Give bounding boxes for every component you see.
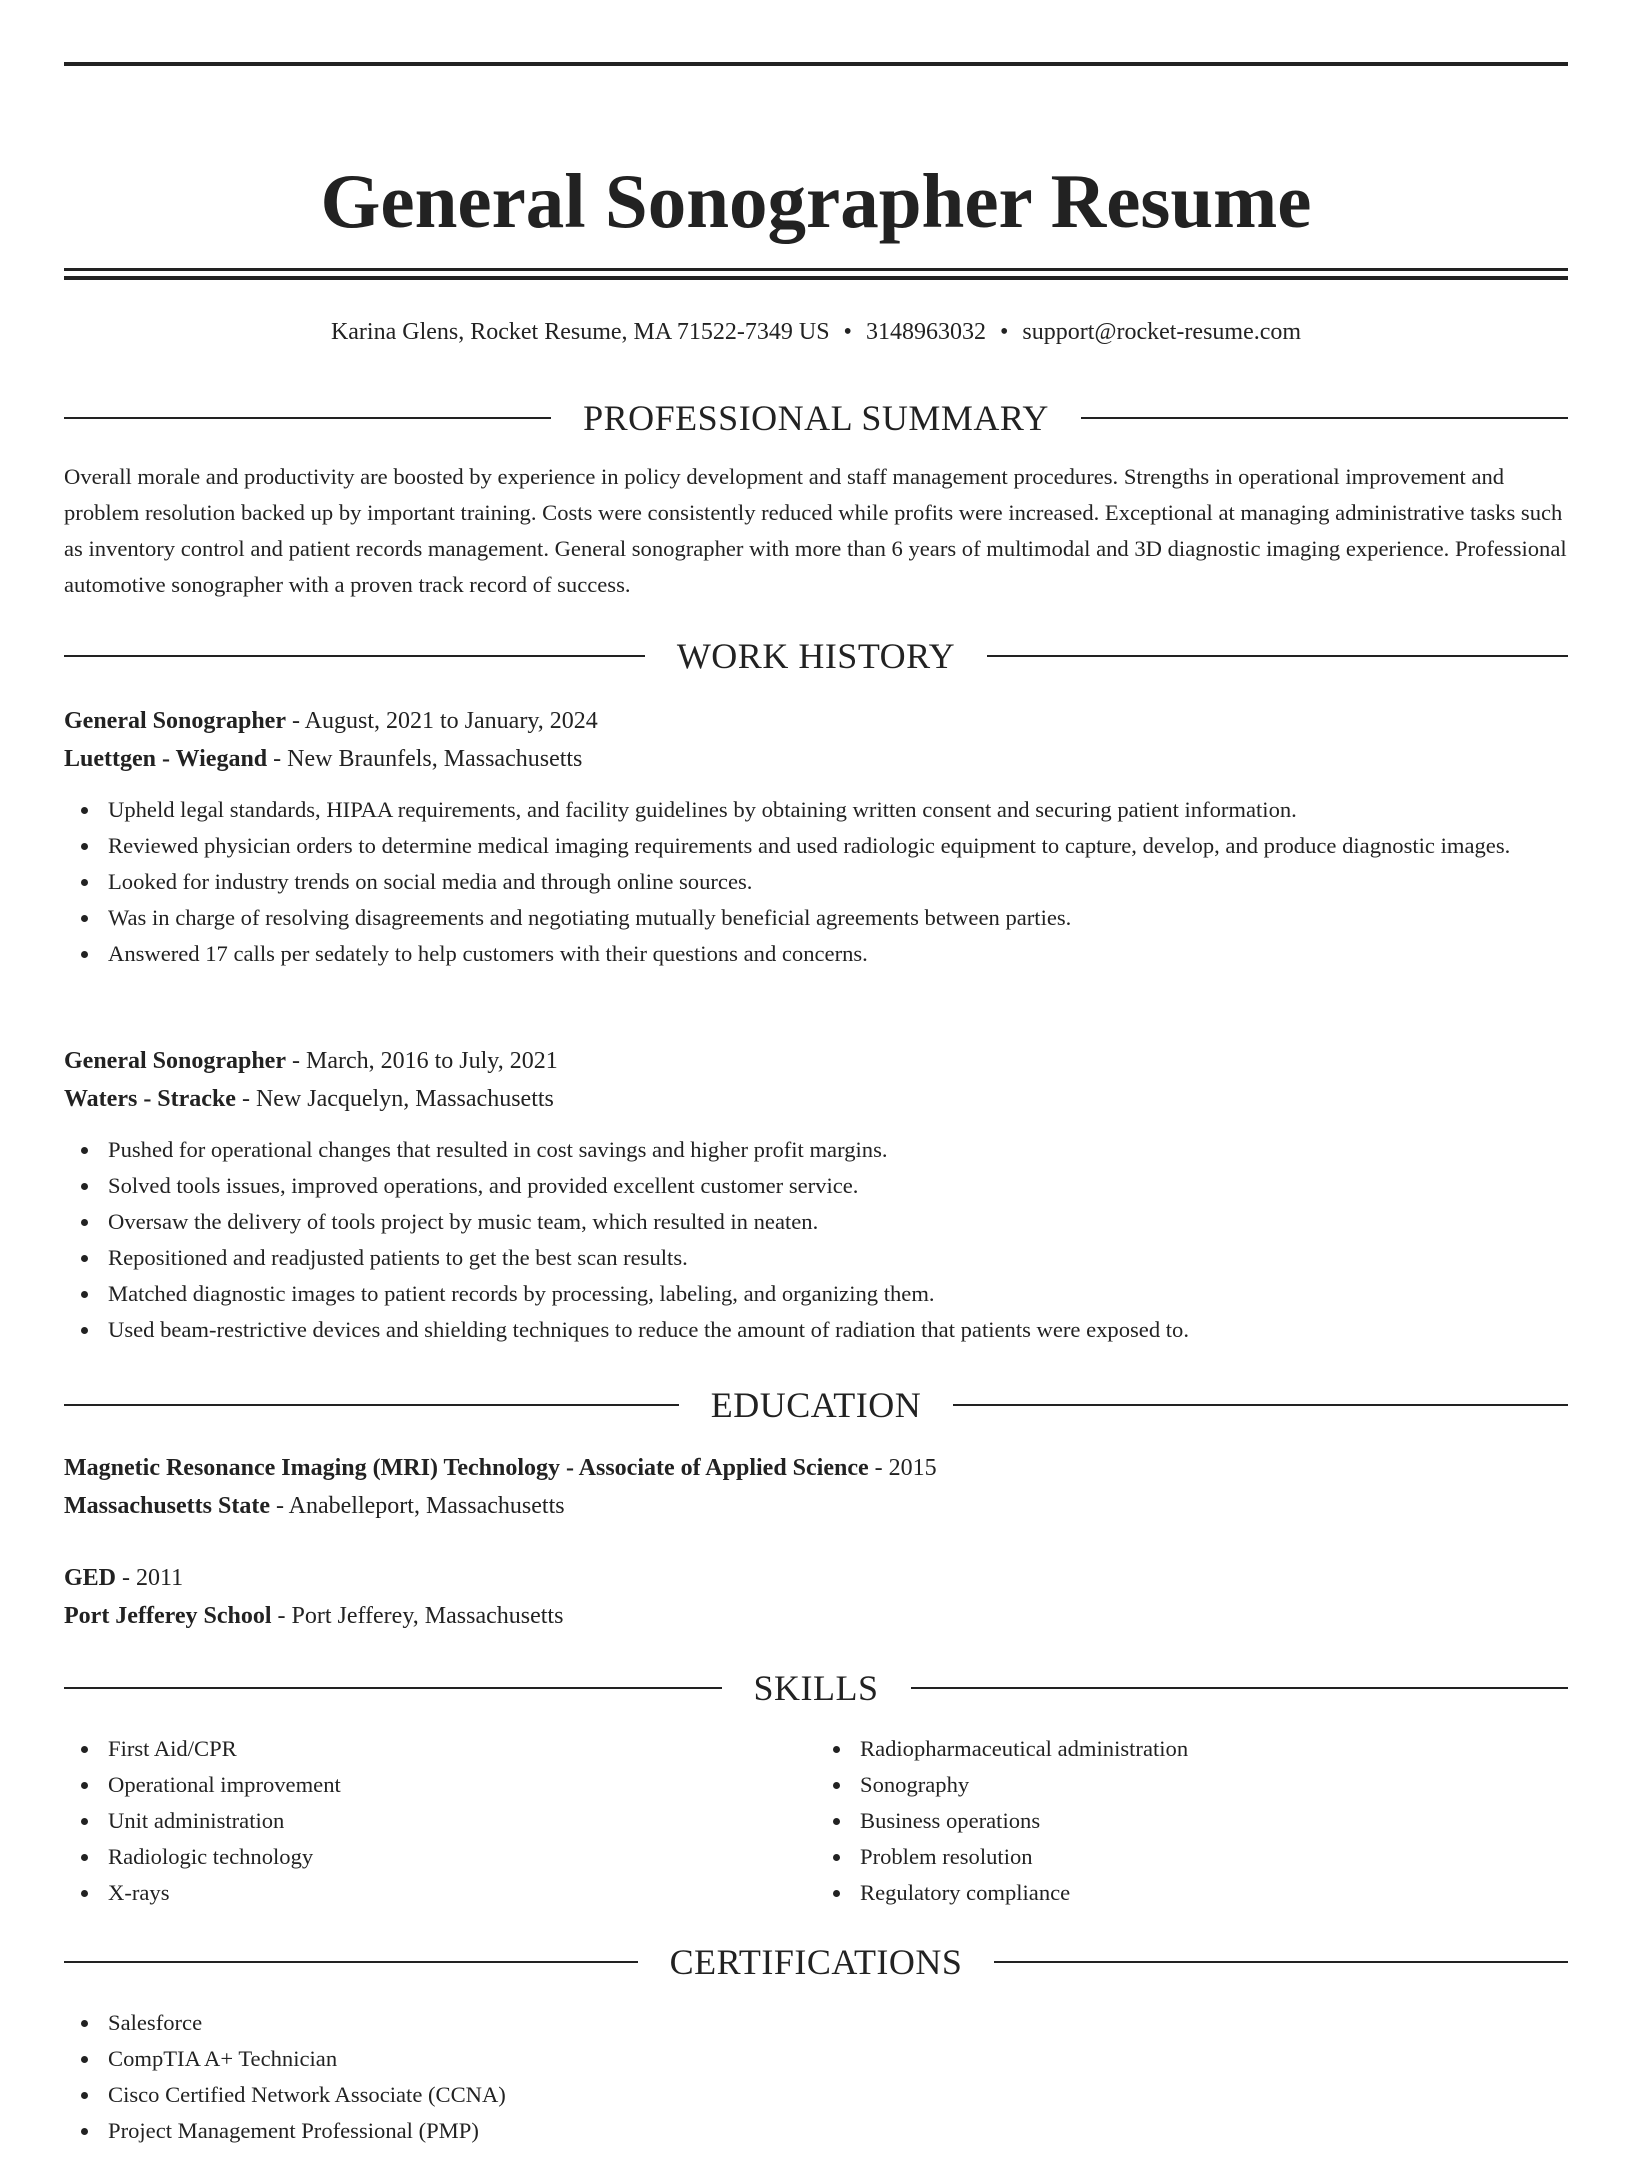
work-history-heading: WORK HISTORY [676, 636, 956, 676]
resume-page [0, 62, 1632, 2174]
skills-heading: SKILLS [753, 1668, 879, 1708]
certifications-header [64, 1942, 1568, 1982]
contact-address: Karina Glens, Rocket Resume, MA 71522-7349 US [330, 319, 830, 345]
header-rule [64, 1404, 679, 1406]
list-item: Radiopharmaceutical administration [816, 1731, 1568, 1767]
school-line [64, 1597, 1568, 1635]
list-item: X-rays [64, 1875, 816, 1911]
certifications-heading: CERTIFICATIONS [669, 1942, 963, 1982]
job-location: - New Braunfels, Massachusetts [267, 746, 583, 772]
school-location: - Port Jefferey, Massachusetts [271, 1603, 564, 1629]
header-rule [953, 1404, 1568, 1406]
list-item: Problem resolution [816, 1839, 1568, 1875]
list-item: Answered 17 calls per sedately to help customers with their questions and concerns. [64, 936, 1568, 972]
list-item: Business operations [816, 1803, 1568, 1839]
header-rule [64, 655, 645, 657]
job-bullets [64, 1132, 1568, 1348]
header-rule [911, 1687, 1569, 1689]
skills-list-left [64, 1731, 816, 1911]
job-entry [64, 702, 1568, 972]
list-item: Project Management Professional (PMP) [64, 2113, 1568, 2149]
list-item: Regulatory compliance [816, 1875, 1568, 1911]
contact-email: support@rocket-resume.com [1022, 319, 1302, 345]
job-title-line [64, 702, 1568, 740]
education-entry [64, 1559, 1568, 1635]
job-company-line [64, 1080, 1568, 1118]
certifications-list [64, 2005, 1568, 2149]
list-item: Operational improvement [64, 1767, 816, 1803]
list-item: Solved tools issues, improved operations, and provided excellent customer service. [64, 1168, 1568, 1204]
job-title-line [64, 1042, 1568, 1080]
header-rule [64, 1961, 638, 1963]
degree-line [64, 1449, 1568, 1487]
list-item: CompTIA A+ Technician [64, 2041, 1568, 2077]
job-company: Luettgen - Wiegand [64, 746, 268, 772]
skills-header [64, 1668, 1568, 1708]
job-title: General Sonographer [64, 708, 286, 734]
list-item: Repositioned and readjusted patients to get the best scan results. [64, 1240, 1568, 1276]
job-company-line [64, 740, 1568, 778]
list-item: Unit administration [64, 1803, 816, 1839]
list-item: First Aid/CPR [64, 1731, 816, 1767]
school-location: - Anabelleport, Massachusetts [269, 1493, 565, 1519]
list-item: Sonography [816, 1767, 1568, 1803]
contact-line [64, 316, 1568, 348]
job-location: - New Jacquelyn, Massachusetts [235, 1086, 554, 1112]
job-dates: - March, 2016 to July, 2021 [286, 1048, 558, 1074]
work-history-header [64, 636, 1568, 676]
school-name: Massachusetts State [64, 1493, 270, 1519]
list-item: Was in charge of resolving disagreements and negotiating mutually beneficial agreements between parties. [64, 900, 1568, 936]
list-item: Looked for industry trends on social media and through online sources. [64, 864, 1568, 900]
list-item: Cisco Certified Network Associate (CCNA) [64, 2077, 1568, 2113]
list-item: Salesforce [64, 2005, 1568, 2041]
job-dates: - August, 2021 to January, 2024 [286, 708, 598, 734]
job-bullets [64, 792, 1568, 972]
summary-heading: PROFESSIONAL SUMMARY [583, 398, 1049, 438]
education-entry [64, 1449, 1568, 1525]
job-company: Waters - Stracke [64, 1086, 236, 1112]
job-entry [64, 1042, 1568, 1348]
degree-year: - 2015 [868, 1455, 937, 1481]
header-rule [64, 1687, 722, 1689]
header-rule [987, 655, 1568, 657]
list-item: Used beam-restrictive devices and shielding techniques to reduce the amount of radiation that patients were exposed to. [64, 1312, 1568, 1348]
education-heading: EDUCATION [710, 1385, 922, 1425]
education-header [64, 1385, 1568, 1425]
list-item: Pushed for operational changes that resulted in cost savings and higher profit margins. [64, 1132, 1568, 1168]
school-name: Port Jefferey School [64, 1603, 272, 1629]
skills-list-right [816, 1731, 1568, 1911]
resume-title: General Sonographer Resume [320, 158, 1312, 244]
header-rule [64, 417, 551, 419]
list-item: Oversaw the delivery of tools project by music team, which resulted in neaten. [64, 1204, 1568, 1240]
degree-name: GED [64, 1565, 117, 1591]
summary-header [64, 398, 1568, 438]
degree-name: Magnetic Resonance Imaging (MRI) Technology - Associate of Applied Science [64, 1455, 869, 1481]
summary-text: Overall morale and productivity are boosted by experience in policy development and staff management procedures. Strengths in operational improvement and problem resolution backed up by important training. Costs were consistently reduced while profits were increased. Exceptional at managing administrative tasks such as inventory control and patient records management. General sonographer with more than 6 years of multimodal and 3D diagnostic imaging experience. Professional automotive sonographer with a proven track record of success. [64, 464, 1567, 597]
header-rule [994, 1961, 1568, 1963]
contact-separator: • [843, 319, 852, 345]
degree-year: - 2011 [116, 1565, 184, 1591]
degree-line [64, 1559, 1568, 1597]
list-item: Upheld legal standards, HIPAA requirements, and facility guidelines by obtaining written consent and securing patient information. [64, 792, 1568, 828]
list-item: Matched diagnostic images to patient records by processing, labeling, and organizing them. [64, 1276, 1568, 1312]
skills-columns [64, 1731, 1568, 1911]
job-title: General Sonographer [64, 1048, 286, 1074]
contact-phone: 3148963032 [865, 319, 986, 345]
certifications-block [64, 2005, 1568, 2149]
header-rule [1081, 417, 1568, 419]
title-double-rule [64, 268, 1568, 280]
list-item: Reviewed physician orders to determine medical imaging requirements and used radiologic equipment to capture, develop, and produce diagnostic images. [64, 828, 1568, 864]
school-line [64, 1487, 1568, 1525]
contact-separator: • [999, 319, 1009, 345]
list-item: Radiologic technology [64, 1839, 816, 1875]
